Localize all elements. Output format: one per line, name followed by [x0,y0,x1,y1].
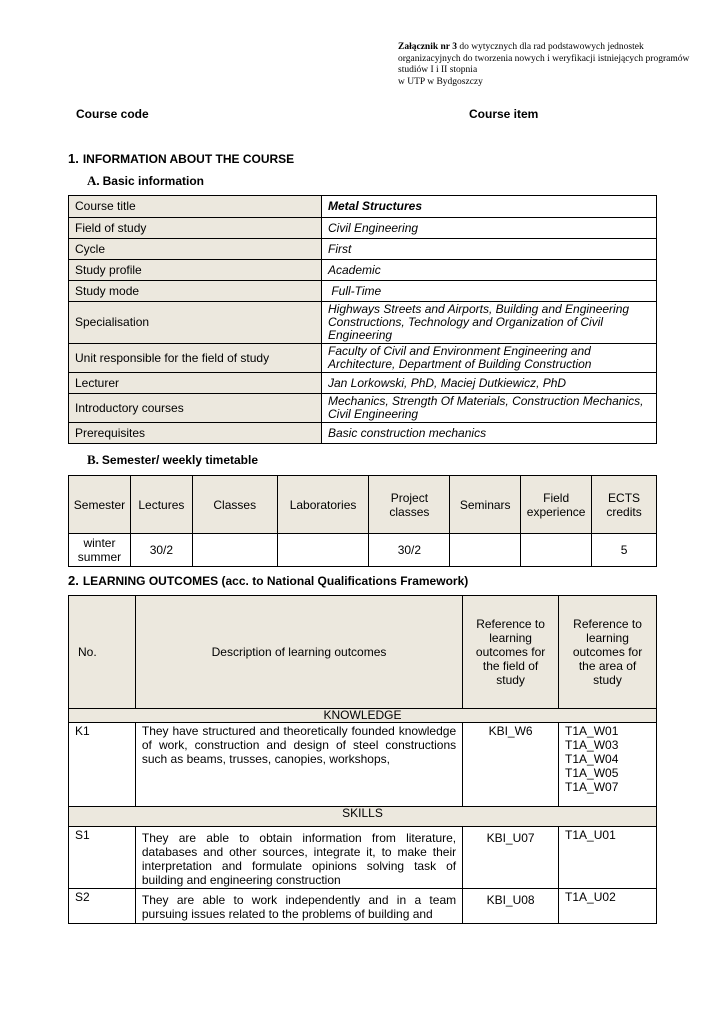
ects-header: ECTS credits [592,476,657,534]
project-classes-header: Project classes [369,476,450,534]
attachment-note-text: do wytycznych dla rad podstawowych jednostek organizacyjnych do tworzenia nowych i weryfikacji istniejących programów studiów I i II stopnia [398,42,690,75]
ects-cell: 5 [592,534,657,567]
no-header: No. [69,596,136,709]
k1-ref-field: KBI_W6 [463,723,559,807]
timetable-row [69,534,657,567]
section-1-number: 1. [68,151,79,166]
field-experience-header: Field experience [521,476,592,534]
responsible-unit-value: Faculty of Civil and Environment Engineering and Architecture, Department of Building Construction [322,344,657,373]
attachment-note-bold: Załącznik nr 3 [398,42,457,52]
prerequisites-value: Basic construction mechanics [322,423,657,444]
timetable-table [68,475,657,567]
semester-winter: winter [83,536,116,550]
lecturer-value: Jan Lorkowski, PhD, Maciej Dutkiewicz, PhD [322,373,657,394]
table-row [69,344,657,373]
s2-ref-area: T1A_U02 [559,889,657,924]
section-a-letter: A. [87,173,100,188]
k1-ref-area-item: T1A_W07 [565,780,619,794]
basic-information-table [68,195,657,444]
responsible-unit-label: Unit responsible for the field of study [69,344,322,373]
description-header: Description of learning outcomes [135,596,462,709]
section-b-title: Semester/ weekly timetable [101,453,259,467]
skills-label: SKILLS [69,807,657,827]
s1-ref-area: T1A_U01 [559,827,657,889]
section-a-title: Basic information [102,174,204,188]
k1-description: They have structured and theoretically founded knowledge of work, construction and design of steel constructions such as beams, trusses, canopies, workshops, [135,723,462,807]
s1-ref-field: KBI_U07 [463,827,559,889]
course-code-label: Course code [76,107,149,121]
knowledge-label: KNOWLEDGE [69,709,657,723]
semester-summer: summer [77,550,122,564]
section-2-title: LEARNING OUTCOMES (acc. to National Qualifications Framework) [82,574,469,588]
study-mode-label: Study mode [69,281,322,302]
attachment-note-line2: w UTP w Bydgoszczy [398,76,483,87]
table-row [69,827,657,889]
cycle-value: First [322,239,657,260]
outcomes-header-row [69,596,657,709]
k1-ref-area-item: T1A_W04 [565,752,619,766]
lectures-header: Lectures [130,476,192,534]
course-title-value: Metal Structures [322,196,657,218]
introductory-courses-value: Mechanics, Strength Of Materials, Construction Mechanics, Civil Engineering [322,394,657,423]
table-row [69,281,657,302]
study-profile-label: Study profile [69,260,322,281]
section-b-heading [87,452,258,468]
field-of-study-value: Civil Engineering [322,218,657,239]
table-row [69,423,657,444]
s1-description: They are able to obtain information from literature, databases and other sources, integrate it, to make their interpretation and formulate opinions solving task of building and engineering construction [135,827,462,889]
s1-number: S1 [69,827,136,889]
table-row [69,302,657,344]
attachment-note [398,42,698,88]
course-title-label: Course title [69,196,322,218]
section-2-heading [68,573,468,588]
seminars-cell [450,534,521,567]
laboratories-header: Laboratories [277,476,369,534]
laboratories-cell [277,534,369,567]
field-of-study-label: Field of study [69,218,322,239]
lecturer-label: Lecturer [69,373,322,394]
introductory-courses-label: Introductory courses [69,394,322,423]
section-1-heading [68,151,294,166]
skills-section-row [69,807,657,827]
section-a-heading [87,173,204,189]
timetable-header-row [69,476,657,534]
study-profile-value: Academic [322,260,657,281]
table-row [69,196,657,218]
table-row [69,723,657,807]
classes-cell [192,534,277,567]
k1-ref-area-item: T1A_W05 [565,766,619,780]
table-row [69,239,657,260]
k1-number: K1 [69,723,136,807]
classes-header: Classes [192,476,277,534]
section-2-number: 2. [68,573,79,588]
project-classes-cell: 30/2 [369,534,450,567]
s2-description: They are able to work independently and in a team pursuing issues related to the problems of building and [135,889,462,924]
study-mode-value: Full-Time [322,281,657,302]
ref-area-header: Reference to learning outcomes for the area of study [559,596,657,709]
k1-ref-area [559,723,657,807]
k1-ref-area-item: T1A_W03 [565,738,619,752]
section-b-letter: B. [87,452,99,467]
specialisation-label: Specialisation [69,302,322,344]
course-item-label: Course item [469,107,539,121]
prerequisites-label: Prerequisites [69,423,322,444]
lectures-cell: 30/2 [130,534,192,567]
table-row [69,889,657,924]
ref-field-header: Reference to learning outcomes for the field of study [463,596,559,709]
s2-ref-field: KBI_U08 [463,889,559,924]
specialisation-value: Highways Streets and Airports, Building and Engineering Constructions, Technology and Organization of Civil Engineering [322,302,657,344]
semester-cell [69,534,131,567]
table-row [69,260,657,281]
knowledge-section-row [69,709,657,723]
table-row [69,373,657,394]
learning-outcomes-table [68,595,657,924]
field-experience-cell [521,534,592,567]
semester-header: Semester [69,476,131,534]
seminars-header: Seminars [450,476,521,534]
s2-number: S2 [69,889,136,924]
table-row [69,218,657,239]
table-row [69,394,657,423]
section-1-title: INFORMATION ABOUT THE COURSE [82,152,295,166]
cycle-label: Cycle [69,239,322,260]
k1-ref-area-item: T1A_W01 [565,724,619,738]
